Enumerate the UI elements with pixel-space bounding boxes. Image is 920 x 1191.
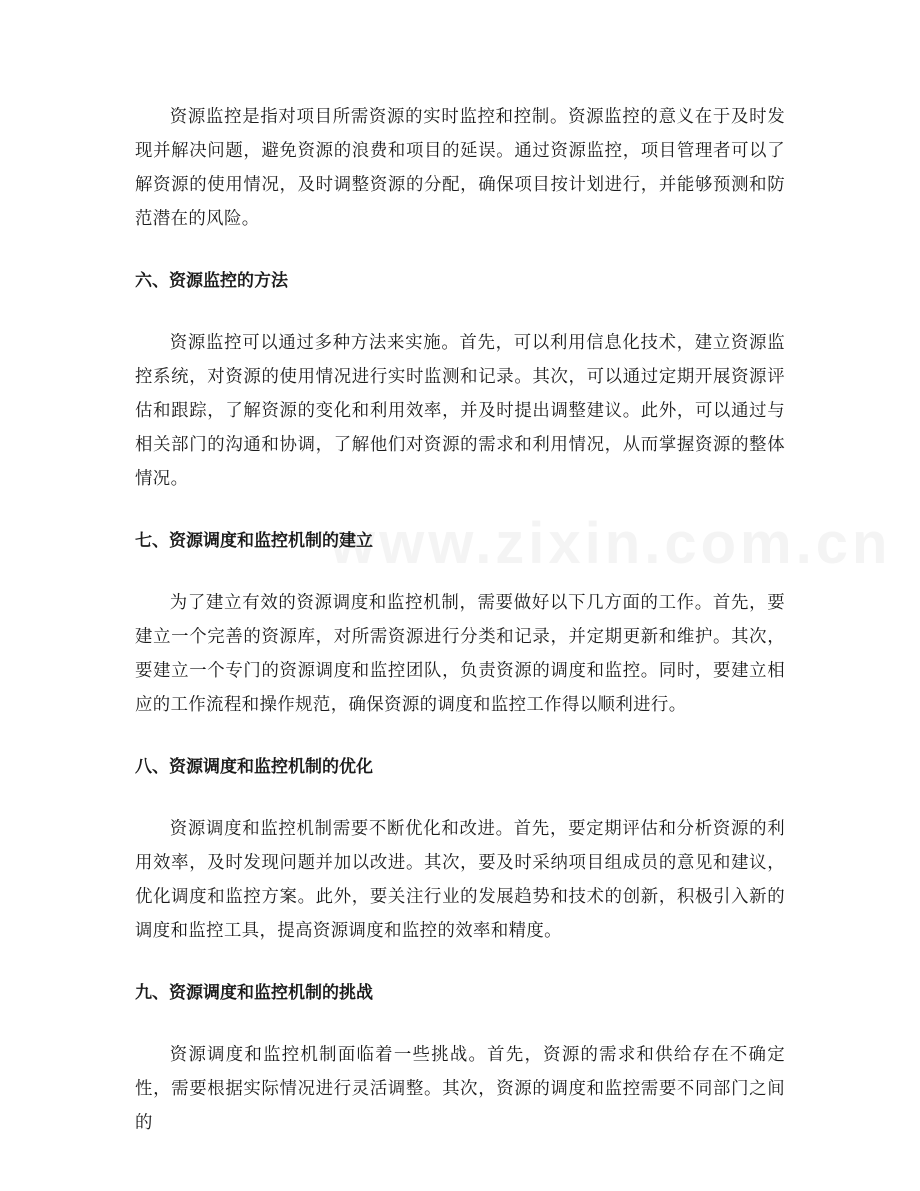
section-paragraph-9: 资源调度和监控机制面临着一些挑战。首先，资源的需求和供给存在不确定性，需要根据实际情况进行灵活调整。其次，资源的调度和监控需要不同部门之间的 — [135, 1045, 785, 1133]
intro-paragraph: 资源监控是指对项目所需资源的实时监控和控制。资源监控的意义在于及时发现并解决问题，避免资源的浪费和项目的延误。通过资源监控，项目管理者可以了解资源的使用情况，及时调整资源的分配，确保项目按计划进行，并能够预测和防范潜在的风险。 — [135, 107, 785, 229]
section-heading-7: 七、资源调度和监控机制的建立 — [135, 531, 373, 551]
section-paragraph-6: 资源监控可以通过多种方法来实施。首先，可以利用信息化技术，建立资源监控系统，对资源的使用情况进行实时监测和记录。其次，可以通过定期开展资源评估和跟踪，了解资源的变化和利用效率，并及时提出调整建议。此外，可以通过与相关部门的沟通和协调，了解他们对资源的需求和利用情况，从而掌握资源的整体情况。 — [135, 333, 785, 489]
section-heading-8: 八、资源调度和监控机制的优化 — [135, 757, 373, 777]
section-heading-9: 九、资源调度和监控机制的挑战 — [135, 983, 373, 1003]
section-paragraph-8: 资源调度和监控机制需要不断优化和改进。首先，要定期评估和分析资源的利用效率，及时发现问题并加以改进。其次，要及时采纳项目组成员的意见和建议，优化调度和监控方案。此外，要关注行业的发展趋势和技术的创新，积极引入新的调度和监控工具，提高资源调度和监控的效率和精度。 — [135, 819, 785, 941]
watermark: www.zixin.com.cn — [330, 511, 892, 576]
document-body — [135, 100, 785, 1140]
section-heading-6: 六、资源监控的方法 — [135, 271, 288, 291]
section-paragraph-7: 为了建立有效的资源调度和监控机制，需要做好以下几方面的工作。首先，要建立一个完善的资源库，对所需资源进行分类和记录，并定期更新和维护。其次，要建立一个专门的资源调度和监控团队，负责资源的调度和监控。同时，要建立相应的工作流程和操作规范，确保资源的调度和监控工作得以顺利进行。 — [135, 593, 785, 715]
